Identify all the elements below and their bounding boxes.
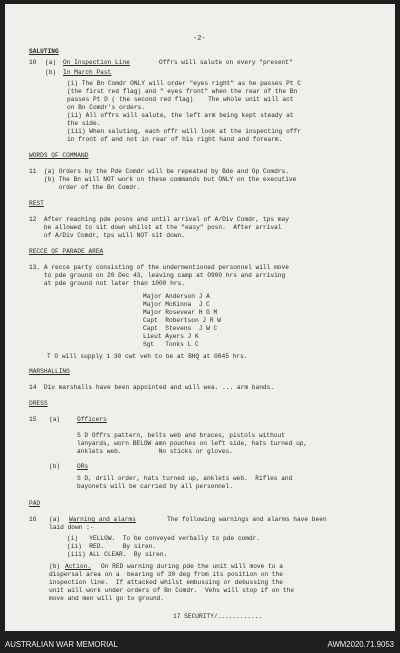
- text-line: move and men will go to ground.: [49, 595, 165, 602]
- heading-dress: DRESS: [29, 400, 48, 407]
- para-16a-marker: (a): [49, 516, 61, 523]
- text-line: the side.: [67, 120, 101, 127]
- page-number: -2-: [193, 35, 206, 43]
- heading-saluting: SALUTING: [29, 48, 59, 55]
- text-line: to pde ground on 20 Dec 43, leaving camp at 0900 hrs and arriving: [29, 272, 286, 279]
- text-line: (iii) When saluting, each offr will look at the inspecting offr: [67, 128, 301, 135]
- para-16b-marker: (b): [49, 563, 61, 570]
- archive-caption-right: AWM2020.71.9053: [327, 640, 394, 649]
- heading-recce: RECCE OF PARADE AREA: [29, 248, 104, 255]
- para-10a-marker: (a): [45, 59, 57, 66]
- text-line: be allowed to sit down whilst at the "easy" posn. After arrival: [29, 224, 282, 231]
- warning-item: (iii) ALL CLEAR. By siren.: [67, 551, 168, 558]
- archive-caption-left: AUSTRALIAN WAR MEMORIAL: [5, 640, 118, 649]
- para-16-number: 16: [29, 516, 37, 523]
- personnel-item: Sgt Tonks L C: [143, 341, 199, 348]
- text-line: S D, drill order, hats turned up, anklets web. Rifles and: [77, 475, 293, 482]
- text-line: of A/Div Comdr, tps will NOT sit down.: [29, 232, 185, 239]
- text-line: (the first red flag) and " eyes front" when the rear of the Bn: [67, 88, 298, 95]
- para-15a-title: Officers: [77, 416, 107, 423]
- text-line: unit will work under orders of Bn Comdr. Vehs will stop if on the: [49, 587, 295, 594]
- transport-line: T O will supply 1 30 cwt veh to be at BHQ at 0845 hrs.: [47, 353, 248, 360]
- continuation-footer: 17 SECURITY/............: [173, 613, 263, 620]
- text-line: 13. A recce party consisting of the undermentioned personnel will move: [29, 264, 289, 271]
- text-line: lanyards, worn BELOW amn pouches on left side, hats turned up,: [77, 440, 308, 447]
- personnel-item: Capt Robertson J R W: [143, 317, 221, 324]
- text-line: 12 After reaching pde posns and until arrival of A/Div Comdr, tps may: [29, 216, 289, 223]
- heading-words-of-command: WORDS OF COMMAND: [29, 152, 89, 159]
- text-line: inspection line. If attacked whilst embussing or debussing the: [49, 579, 283, 586]
- text-line: on Bn Comdr's orders.: [67, 104, 145, 111]
- text-line: (ii) All offrs will salute, the left arm being kept steady at: [67, 112, 294, 119]
- heading-rest: REST: [29, 200, 44, 207]
- para-15a-marker: (a): [49, 416, 61, 423]
- text-line: 14 Div marshalls have been appointed and will wea. ... arm bands.: [29, 384, 275, 391]
- para-10-number: 10: [29, 59, 37, 66]
- para-15-number: 15: [29, 416, 37, 423]
- heading-marshalling: MARSHALLING: [29, 368, 70, 375]
- text-line: at pde ground not later than 1000 hrs.: [29, 280, 185, 287]
- text-line: order of the Bn Comdr.: [29, 184, 141, 191]
- document-page: [5, 4, 395, 631]
- text-line: passes Pt D ( the second red flag) The whole unit will act: [67, 96, 294, 103]
- text-line: bayonets will be carried by all personnel.: [77, 483, 233, 490]
- personnel-item: Lieut Ayers J K: [143, 333, 199, 340]
- personnel-item: Major Rosevear H G M: [143, 309, 218, 316]
- text-line: laid down :-: [49, 524, 94, 531]
- para-10a-title: On Inspection Line: [63, 59, 130, 66]
- warning-item: (ii) RED. By siren.: [67, 543, 157, 550]
- text-line: anklets web. No sticks or gloves.: [77, 448, 233, 455]
- para-16a-text: The following warnings and alarms have been: [167, 516, 327, 523]
- para-10a-text: Offrs will salute on every "present": [159, 59, 293, 66]
- para-10b-marker: (b): [45, 69, 57, 76]
- personnel-item: Major McKinna J C: [143, 301, 210, 308]
- para-16b-title: Action.: [65, 563, 91, 570]
- para-16a-title: Warning and alarms: [69, 516, 136, 523]
- para-15b-title: ORs: [77, 463, 89, 470]
- warning-item: (i) YELLOW. To be conveyed verbally to pde comdr.: [67, 535, 261, 542]
- text-line: (i) The Bn Comdr ONLY will order "eyes right" as he passes Pt C: [67, 80, 301, 87]
- para-10b-title: In March Past: [63, 69, 112, 76]
- personnel-item: Capt Stevens J W C: [143, 325, 218, 332]
- text-line: 11 (a) Orders by the Pde Comdr will be repeated by Bde and Op Comdrs.: [29, 168, 289, 175]
- text-line: in front of and not in rear of his right hand and forearm.: [67, 136, 283, 143]
- text-line: S D Offrs pattern, belts web and braces, pistols without: [77, 432, 285, 439]
- text-line: (b) The Bn will NOT work on these commands but ONLY on the executive: [29, 176, 297, 183]
- text-line: dispersal area on a bearing of 30 deg from its position on the: [49, 571, 283, 578]
- personnel-item: Major Anderson J A: [143, 293, 210, 300]
- text-line: On RED warning during pde the unit will move to a: [101, 563, 283, 570]
- para-15b-marker: (b): [49, 463, 61, 470]
- heading-pad: PAD: [29, 500, 41, 507]
